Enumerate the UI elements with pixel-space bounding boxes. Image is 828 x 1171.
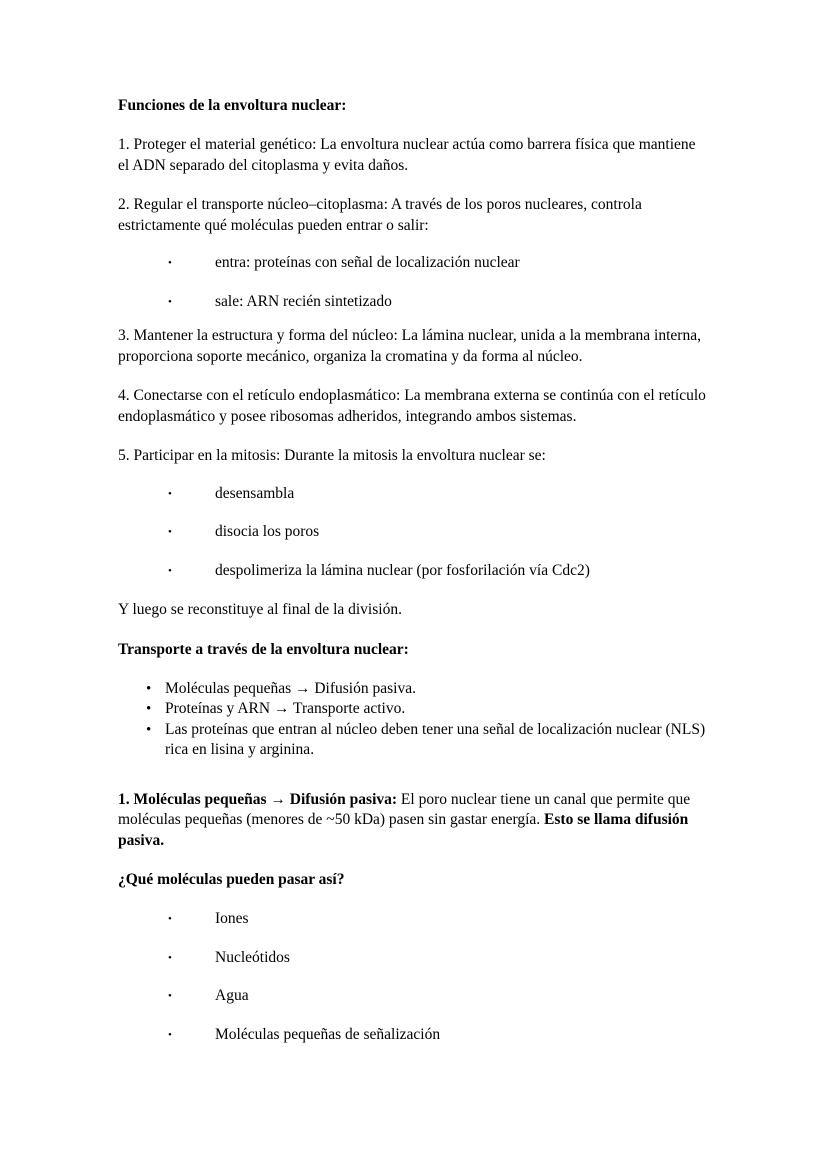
list-item-label: Agua <box>215 987 249 1004</box>
bullet-icon: • <box>168 564 172 577</box>
list-item <box>118 986 710 1007</box>
list-item-label: Iones <box>215 910 249 927</box>
bullet-icon: • <box>168 257 172 269</box>
list-item <box>118 522 710 543</box>
function-item-3: 3. Mantener la estructura y forma del núcleo: La lámina nuclear, unida a la membrana interna, proporciona soporte mecánico, organiza la cromatina y da forma al núcleo. <box>118 327 701 365</box>
list-item-label: Moléculas pequeñas → Difusión pasiva. <box>165 679 416 697</box>
bullet-icon: • <box>168 295 172 308</box>
bullet-icon: • <box>168 990 172 1002</box>
list-item-label: Proteínas y ARN → Transporte activo. <box>165 700 406 717</box>
list-item <box>118 699 710 720</box>
bullet-icon: • <box>146 701 152 717</box>
diffusion-body-text: El poro nuclear tiene un canal que permite que moléculas pequeñas (menores de ~50 kDa) pasen sin gastar energía. <box>118 790 691 828</box>
item-5-bullet-list <box>118 484 710 582</box>
list-item-label: Moléculas pequeñas de señalización <box>215 1025 441 1043</box>
list-item-label: desensambla <box>215 484 295 502</box>
list-item <box>118 909 710 930</box>
list-item-label: entra: proteínas con señal de localización nuclear <box>215 254 520 271</box>
list-item-label: sale: ARN recién sintetizado <box>215 292 392 310</box>
bullet-icon: • <box>168 1028 172 1041</box>
list-item-label: Las proteínas que entran al núcleo deben tener una señal de localización nuclear (NLS) rica en lisina y arginina. <box>165 720 706 758</box>
list-item <box>118 292 710 313</box>
bullet-icon: • <box>168 913 172 925</box>
list-item <box>118 948 710 969</box>
bullet-icon: • <box>146 721 152 738</box>
list-item <box>118 720 710 761</box>
list-item <box>118 484 710 505</box>
spacer <box>118 780 710 790</box>
functions-heading: Funciones de la envoltura nuclear: <box>118 97 347 114</box>
function-item-4: 4. Conectarse con el retículo endoplasmático: La membrana externa se continúa con el retículo endoplasmático y posee ribosomas adheridos, integrando ambos sistemas. <box>118 387 706 425</box>
function-item-5: 5. Participar en la mitosis: Durante la mitosis la envoltura nuclear se: <box>118 447 546 464</box>
function-item-1: 1. Proteger el material genético: La envoltura nuclear actúa como barrera física que mantiene el ADN separado del citoplasma y evita daños. <box>118 136 696 174</box>
item-5-closing-line: Y luego se reconstituye al final de la división. <box>118 601 402 618</box>
diffusion-paragraph <box>118 790 710 852</box>
bullet-icon: • <box>146 680 152 697</box>
diffusion-lead-bold: 1. Moléculas pequeñas → Difusión pasiva: <box>118 790 398 808</box>
list-item <box>118 679 710 700</box>
transport-heading: Transporte a través de la envoltura nuclear: <box>118 640 409 658</box>
list-item-label: despolimeriza la lámina nuclear (por fosforilación vía Cdc2) <box>215 561 590 579</box>
function-item-2: 2. Regular el transporte núcleo–citoplasma: A través de los poros nucleares, controla estrictamente qué moléculas pueden entrar o salir: <box>118 196 642 234</box>
bullet-icon: • <box>168 487 172 500</box>
bullet-icon: • <box>168 526 172 538</box>
question-bullet-list <box>118 909 710 1045</box>
item-2-bullet-list <box>118 253 710 312</box>
question-heading: ¿Qué moléculas pueden pasar así? <box>118 871 345 888</box>
document-body <box>118 96 710 1045</box>
list-item-label: Nucleótidos <box>215 948 290 966</box>
list-item <box>118 253 710 274</box>
bullet-icon: • <box>168 951 172 964</box>
transport-bullet-list <box>118 679 710 761</box>
list-item-label: disocia los poros <box>215 523 320 540</box>
list-item <box>118 1025 710 1046</box>
diffusion-trailing-bold: Esto se llama difusión pasiva. <box>118 811 689 849</box>
list-item <box>118 561 710 582</box>
